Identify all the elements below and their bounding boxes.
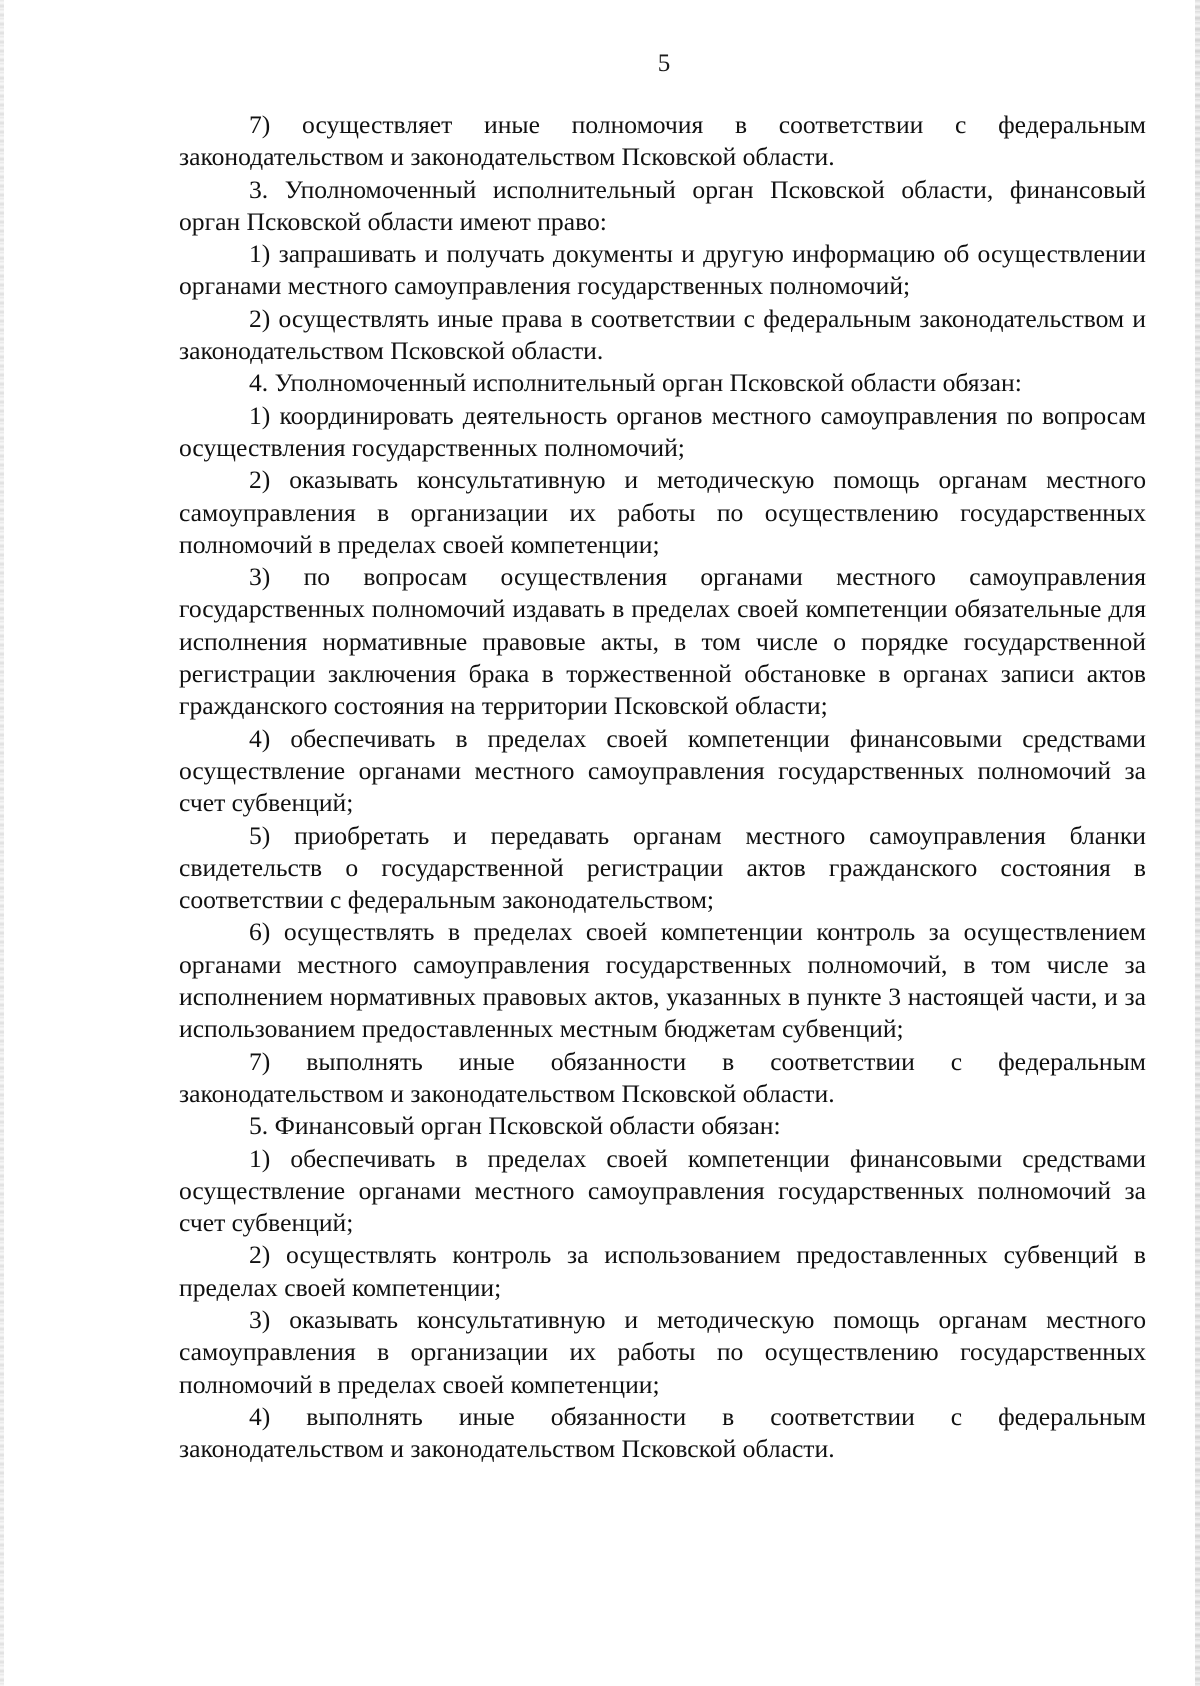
scan-edge-left (0, 0, 4, 1686)
paragraph-section-4-item-5: 5) приобретать и передавать органам местного самоуправления бланки свидетельств о государственной регистрации актов гражданского состояния в соответствии с федеральным законодательством; (179, 820, 1146, 915)
paragraph-section-3-heading: 3. Уполномоченный исполнительный орган Псковской области, финансовый орган Псковской области имеют право: (179, 174, 1146, 236)
paragraph-section-5-item-1: 1) обеспечивать в пределах своей компетенции финансовыми средствами осуществление органами местного самоуправления государственных полномочий за счет субвенций; (179, 1143, 1146, 1238)
paragraph-section-5-item-2: 2) осуществлять контроль за использованием предоставленных субвенций в пределах своей компетенции; (179, 1240, 1146, 1302)
paragraph-section-4-item-3: 3) по вопросам осуществления органами местного самоуправления государственных полномочий издавать в пределах своей компетенции обязательные для исполнения нормативные правовые акты, в том числе о порядке государственной регистрации заключения брака в торжественной обстановке в органах записи актов гражданского состояния на территории Псковской области; (179, 562, 1146, 721)
paragraph-section-5-item-4: 4) выполнять иные обязанности в соответствии с федеральным законодательством и законодательством Псковской области. (179, 1401, 1146, 1464)
paragraph-section-4-item-6: 6) осуществлять в пределах своей компетенции контроль за осуществлением органами местного самоуправления государственных полномочий, в том числе за исполнением нормативных правовых актов, указанных в пункте 3 настоящей части, и за использованием предоставленных местным бюджетам субвенций; (179, 917, 1146, 1044)
paragraph-section-4-item-7: 7) выполнять иные обязанности в соответствии с федеральным законодательством и законодательством Псковской области. (179, 1046, 1146, 1108)
document-body (179, 109, 1146, 1465)
paragraph-section-3-item-2: 2) осуществлять иные права в соответствии с федеральным законодательством и законодательством Псковской области. (179, 303, 1146, 366)
paragraph-section-3-item-1: 1) запрашивать и получать документы и другую информацию об осуществлении органами местного самоуправления государственных полномочий; (179, 239, 1146, 301)
page-number: 5 (657, 50, 671, 77)
paragraph-item-7-powers: 7) осуществляет иные полномочия в соответствии с федеральным законодательством и законодательством Псковской области. (179, 110, 1146, 172)
paragraph-section-5-heading: 5. Финансовый орган Псковской области обязан: (249, 1111, 781, 1141)
paragraph-section-4-item-2: 2) оказывать консультативную и методическую помощь органам местного самоуправления в организации их работы по осуществлению государственных полномочий в пределах своей компетенции; (179, 465, 1146, 559)
paragraph-section-5-item-3: 3) оказывать консультативную и методическую помощь органам местного самоуправления в организации их работы по осуществлению государственных полномочий в пределах своей компетенции; (179, 1304, 1146, 1399)
scan-edge-right (1195, 0, 1200, 1686)
paragraph-section-4-item-4: 4) обеспечивать в пределах своей компетенции финансовыми средствами осуществление органами местного самоуправления государственных полномочий за счет субвенций; (179, 723, 1146, 818)
paragraph-section-4-item-1: 1) координировать деятельность органов местного самоуправления по вопросам осуществления государственных полномочий; (179, 400, 1146, 462)
paragraph-section-4-heading: 4. Уполномоченный исполнительный орган Псковской области обязан: (249, 368, 1022, 398)
